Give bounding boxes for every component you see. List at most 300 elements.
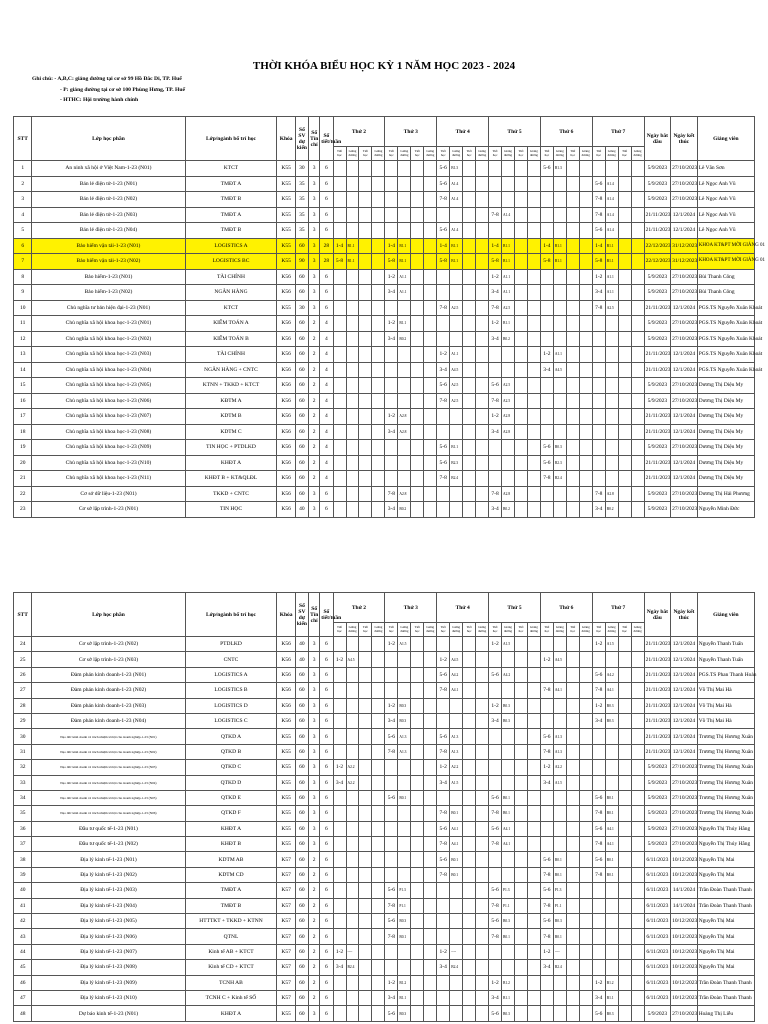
slot-room: A2.2 bbox=[450, 760, 463, 775]
row-periods: 6 bbox=[320, 914, 333, 929]
row-end-date: 12/1/2024 bbox=[671, 744, 698, 759]
slot-empty bbox=[333, 161, 346, 177]
slot-empty bbox=[411, 667, 424, 682]
slot-empty bbox=[566, 990, 579, 1005]
slot-empty bbox=[385, 852, 398, 867]
header-sub: Tiết học bbox=[359, 147, 372, 161]
row-course: K56 bbox=[277, 347, 295, 363]
slot-empty bbox=[333, 883, 346, 898]
slot-empty bbox=[333, 424, 346, 440]
slot-empty bbox=[592, 471, 605, 487]
page-title: THỜI KHÓA BIỂU HỌC KỲ 1 NĂM HỌC 2023 - 2024 bbox=[252, 60, 516, 72]
row-credits: 3 bbox=[309, 790, 320, 805]
header-sub: Giảng đường bbox=[424, 623, 437, 637]
row-class-name: Chủ nghĩa xã hội khoa học-1-23 (N08) bbox=[32, 424, 185, 440]
slot-periods: 1-2 bbox=[437, 652, 450, 667]
row-course: K56 bbox=[277, 637, 295, 652]
slot-empty bbox=[540, 486, 553, 502]
slot-empty bbox=[359, 393, 372, 409]
slot-empty bbox=[579, 424, 592, 440]
row-credits: 3 bbox=[309, 667, 320, 682]
slot-empty bbox=[346, 331, 359, 347]
slot-periods: 7-8 bbox=[489, 837, 502, 852]
slot-periods: 1-2 bbox=[540, 944, 553, 959]
slot-periods: 7-8 bbox=[592, 192, 605, 208]
slot-periods: 3-4 bbox=[592, 713, 605, 728]
row-lecturer: Võ Thị Mai Hà bbox=[697, 698, 754, 713]
slot-empty bbox=[618, 269, 631, 285]
slot-empty bbox=[502, 440, 515, 456]
row-lecturer: Dương Thị Diệu My bbox=[697, 455, 754, 471]
slot-empty bbox=[359, 223, 372, 239]
slot-empty bbox=[346, 821, 359, 836]
slot-empty bbox=[437, 424, 450, 440]
slot-empty bbox=[372, 362, 385, 378]
row-students: 60 bbox=[295, 1006, 308, 1021]
slot-empty bbox=[592, 883, 605, 898]
slot-empty bbox=[411, 837, 424, 852]
row-start-date: 5/9/2023 bbox=[644, 775, 671, 790]
slot-periods: 5-6 bbox=[489, 1006, 502, 1021]
slot-empty bbox=[592, 378, 605, 394]
slot-empty bbox=[618, 944, 631, 959]
slot-empty bbox=[463, 223, 476, 239]
row-start-date: 5/9/2023 bbox=[644, 806, 671, 821]
row-stt: 18 bbox=[14, 424, 32, 440]
slot-empty bbox=[553, 409, 566, 425]
row-end-date: 27/10/2023 bbox=[671, 790, 698, 805]
header-sub: Giảng đường bbox=[450, 147, 463, 161]
slot-empty bbox=[605, 440, 618, 456]
slot-empty bbox=[618, 821, 631, 836]
slot-empty bbox=[476, 347, 489, 363]
slot-room: P1.3 bbox=[553, 883, 566, 898]
slot-periods: 7-8 bbox=[489, 300, 502, 316]
row-end-date: 27/10/2023 bbox=[671, 393, 698, 409]
row-major: KHĐT B + KT&QLĐL bbox=[185, 471, 277, 487]
slot-empty bbox=[553, 502, 566, 518]
slot-empty bbox=[605, 362, 618, 378]
slot-empty bbox=[566, 347, 579, 363]
header-students: Số SV dự kiến bbox=[295, 117, 308, 161]
slot-empty bbox=[592, 960, 605, 975]
slot-empty bbox=[333, 852, 346, 867]
slot-empty bbox=[463, 486, 476, 502]
row-credits: 3 bbox=[309, 300, 320, 316]
slot-empty bbox=[631, 192, 644, 208]
slot-empty bbox=[359, 944, 372, 959]
row-periods: 6 bbox=[320, 300, 333, 316]
slot-empty bbox=[450, 269, 463, 285]
row-major: KTNN + TKKD + KTCT bbox=[185, 378, 277, 394]
header-sub: Tiết học bbox=[514, 147, 527, 161]
slot-periods: 7-8 bbox=[437, 683, 450, 698]
slot-room: A4.5 bbox=[450, 652, 463, 667]
header-sub: Tiết học bbox=[437, 623, 450, 637]
slot-empty bbox=[489, 960, 502, 975]
slot-empty bbox=[346, 713, 359, 728]
slot-empty bbox=[372, 471, 385, 487]
row-start-date: 5/9/2023 bbox=[644, 486, 671, 502]
slot-empty bbox=[424, 440, 437, 456]
row-class-name: Địa lý kinh tế-1-23 (N02) bbox=[32, 867, 185, 882]
table-row bbox=[14, 929, 755, 944]
slot-periods: 1-2 bbox=[592, 975, 605, 990]
slot-empty bbox=[463, 176, 476, 192]
slot-empty bbox=[333, 362, 346, 378]
slot-empty bbox=[566, 667, 579, 682]
slot-periods: 7-8 bbox=[540, 898, 553, 913]
slot-empty bbox=[476, 852, 489, 867]
row-credits: 3 bbox=[309, 837, 320, 852]
row-stt: 33 bbox=[14, 775, 32, 790]
slot-empty bbox=[631, 867, 644, 882]
row-periods: 4 bbox=[320, 455, 333, 471]
row-credits: 3 bbox=[309, 821, 320, 836]
slot-empty bbox=[618, 1006, 631, 1021]
slot-periods: 5-8 bbox=[385, 254, 398, 270]
row-start-date: 6/11/2023 bbox=[644, 929, 671, 944]
slot-empty bbox=[411, 409, 424, 425]
slot-room: B1.1 bbox=[398, 990, 411, 1005]
row-stt: 27 bbox=[14, 683, 32, 698]
slot-periods: 7-8 bbox=[437, 192, 450, 208]
row-class-name: Cơ sở lập trình-1-23 (N02) bbox=[32, 637, 185, 652]
row-students: 35 bbox=[295, 192, 308, 208]
slot-empty bbox=[540, 409, 553, 425]
slot-empty bbox=[527, 455, 540, 471]
slot-room: A4.1 bbox=[605, 837, 618, 852]
slot-periods: 3-4 bbox=[489, 331, 502, 347]
slot-room: A1.5 bbox=[398, 637, 411, 652]
slot-empty bbox=[566, 914, 579, 929]
row-course: K57 bbox=[277, 944, 295, 959]
slot-empty bbox=[437, 975, 450, 990]
row-credits: 3 bbox=[309, 744, 320, 759]
slot-empty bbox=[618, 713, 631, 728]
row-periods: 6 bbox=[320, 285, 333, 301]
slot-empty bbox=[618, 331, 631, 347]
slot-empty bbox=[514, 898, 527, 913]
slot-empty bbox=[618, 455, 631, 471]
slot-empty bbox=[489, 161, 502, 177]
row-periods: 4 bbox=[320, 378, 333, 394]
header-sub: Tiết học bbox=[463, 623, 476, 637]
slot-empty bbox=[411, 698, 424, 713]
row-stt: 7 bbox=[14, 254, 32, 270]
slot-room: A1.3 bbox=[450, 744, 463, 759]
slot-empty bbox=[566, 729, 579, 744]
row-class-name: Đạo đức kinh doanh và trách nhiệm xã hội của doanh nghiệp-1-23 (N03) bbox=[32, 760, 185, 775]
header-day: Thứ 7 bbox=[592, 593, 644, 623]
row-major: TÀI CHÍNH bbox=[185, 269, 277, 285]
row-end-date: 12/1/2024 bbox=[671, 362, 698, 378]
slot-empty bbox=[631, 486, 644, 502]
slot-empty bbox=[618, 852, 631, 867]
slot-empty bbox=[579, 790, 592, 805]
slot-periods: 5-6 bbox=[437, 729, 450, 744]
slot-empty bbox=[553, 269, 566, 285]
row-periods: 4 bbox=[320, 362, 333, 378]
slot-empty bbox=[527, 316, 540, 332]
slot-periods: 7-8 bbox=[592, 683, 605, 698]
slot-empty bbox=[631, 269, 644, 285]
row-course: K55 bbox=[277, 207, 295, 223]
slot-periods: 1-2 bbox=[385, 269, 398, 285]
slot-room: A2.5 bbox=[450, 393, 463, 409]
row-major: KIỂM TOÁN B bbox=[185, 331, 277, 347]
row-class-name: Bán lẻ điện tử-1-23 (N03) bbox=[32, 207, 185, 223]
slot-empty bbox=[527, 440, 540, 456]
table-row bbox=[14, 331, 755, 347]
slot-empty bbox=[333, 207, 346, 223]
row-class-name: Đạo đức kinh doanh và trách nhiệm xã hội của doanh nghiệp-1-23 (N01) bbox=[32, 729, 185, 744]
slot-empty bbox=[527, 729, 540, 744]
row-course: K55 bbox=[277, 837, 295, 852]
slot-periods: 3-4 bbox=[592, 285, 605, 301]
slot-empty bbox=[618, 667, 631, 682]
row-lecturer: Trương Thị Hương Xuân bbox=[697, 775, 754, 790]
slot-periods: 5-6 bbox=[592, 223, 605, 239]
row-stt: 30 bbox=[14, 729, 32, 744]
slot-room: B0.1 bbox=[398, 790, 411, 805]
row-stt: 23 bbox=[14, 502, 32, 518]
slot-empty bbox=[631, 914, 644, 929]
slot-room: B0.1 bbox=[553, 867, 566, 882]
slot-empty bbox=[553, 637, 566, 652]
slot-empty bbox=[618, 729, 631, 744]
slot-empty bbox=[579, 990, 592, 1005]
slot-room: B1.1 bbox=[450, 238, 463, 254]
row-stt: 16 bbox=[14, 393, 32, 409]
slot-empty bbox=[631, 424, 644, 440]
slot-empty bbox=[489, 176, 502, 192]
row-class-name: Địa lý kinh tế-1-23 (N08) bbox=[32, 960, 185, 975]
slot-empty bbox=[463, 790, 476, 805]
slot-empty bbox=[450, 898, 463, 913]
row-stt: 17 bbox=[14, 409, 32, 425]
slot-empty bbox=[514, 161, 527, 177]
slot-empty bbox=[527, 486, 540, 502]
row-major: TMĐT B bbox=[185, 898, 277, 913]
slot-periods: 5-8 bbox=[592, 254, 605, 270]
slot-periods: 5-6 bbox=[437, 852, 450, 867]
slot-empty bbox=[411, 637, 424, 652]
slot-empty bbox=[346, 223, 359, 239]
slot-empty bbox=[618, 683, 631, 698]
slot-empty bbox=[333, 440, 346, 456]
row-credits: 2 bbox=[309, 990, 320, 1005]
slot-empty bbox=[605, 652, 618, 667]
row-stt: 29 bbox=[14, 713, 32, 728]
row-class-name: Bảo hiểm-1-23 (N02) bbox=[32, 285, 185, 301]
slot-empty bbox=[333, 806, 346, 821]
slot-empty bbox=[527, 775, 540, 790]
slot-room: B0.3 bbox=[605, 698, 618, 713]
slot-empty bbox=[385, 223, 398, 239]
slot-room: A4.2 bbox=[605, 667, 618, 682]
slot-empty bbox=[527, 238, 540, 254]
slot-room: A4.2 bbox=[502, 667, 515, 682]
slot-empty bbox=[385, 378, 398, 394]
slot-empty bbox=[540, 790, 553, 805]
slot-periods: 1-2 bbox=[489, 698, 502, 713]
slot-empty bbox=[514, 744, 527, 759]
slot-empty bbox=[463, 883, 476, 898]
slot-empty bbox=[346, 440, 359, 456]
slot-periods: 7-8 bbox=[385, 929, 398, 944]
header-sub: Tiết học bbox=[618, 623, 631, 637]
slot-empty bbox=[592, 944, 605, 959]
slot-periods: 1-2 bbox=[385, 409, 398, 425]
row-stt: 28 bbox=[14, 698, 32, 713]
slot-periods: 1-2 bbox=[489, 409, 502, 425]
slot-empty bbox=[463, 683, 476, 698]
slot-empty bbox=[631, 455, 644, 471]
slot-periods: 7-8 bbox=[385, 898, 398, 913]
row-end-date: 27/10/2023 bbox=[671, 821, 698, 836]
slot-empty bbox=[385, 775, 398, 790]
row-course: K55 bbox=[277, 238, 295, 254]
row-start-date: 21/11/2023 bbox=[644, 471, 671, 487]
slot-periods: 1-2 bbox=[540, 760, 553, 775]
row-class-name: Chủ nghĩa xã hội khoa học-1-23 (N07) bbox=[32, 409, 185, 425]
slot-periods: 7-8 bbox=[385, 744, 398, 759]
row-class-name: Cơ sở lập trình-1-23 (N01) bbox=[32, 502, 185, 518]
slot-empty bbox=[372, 378, 385, 394]
slot-periods: 7-8 bbox=[540, 683, 553, 698]
slot-empty bbox=[424, 223, 437, 239]
slot-empty bbox=[540, 207, 553, 223]
slot-empty bbox=[372, 176, 385, 192]
table-row bbox=[14, 362, 755, 378]
slot-empty bbox=[411, 898, 424, 913]
slot-empty bbox=[514, 440, 527, 456]
slot-empty bbox=[398, 393, 411, 409]
slot-room: A2.2 bbox=[553, 760, 566, 775]
slot-periods: 1-4 bbox=[489, 238, 502, 254]
slot-empty bbox=[359, 269, 372, 285]
row-credits: 3 bbox=[309, 285, 320, 301]
slot-empty bbox=[476, 378, 489, 394]
header-sub: Giảng đường bbox=[605, 147, 618, 161]
row-course: K57 bbox=[277, 975, 295, 990]
row-periods: 6 bbox=[320, 944, 333, 959]
timetable-part-2 bbox=[13, 592, 755, 1022]
slot-periods: 7-8 bbox=[437, 471, 450, 487]
slot-empty bbox=[424, 1006, 437, 1021]
slot-periods: 5-6 bbox=[437, 378, 450, 394]
slot-periods: 3-4 bbox=[489, 502, 502, 518]
slot-empty bbox=[631, 883, 644, 898]
row-start-date: 21/11/2023 bbox=[644, 362, 671, 378]
slot-empty bbox=[411, 300, 424, 316]
header-stt: STT bbox=[14, 593, 32, 637]
table-row bbox=[14, 775, 755, 790]
slot-empty bbox=[372, 1006, 385, 1021]
row-course: K55 bbox=[277, 821, 295, 836]
slot-room: A1.1 bbox=[398, 285, 411, 301]
row-end-date: 27/10/2023 bbox=[671, 161, 698, 177]
header-sub: Giảng đường bbox=[579, 623, 592, 637]
row-end-date: 31/12/2023 bbox=[671, 254, 698, 270]
slot-empty bbox=[514, 667, 527, 682]
slot-empty bbox=[463, 285, 476, 301]
row-end-date: 14/1/2024 bbox=[671, 883, 698, 898]
slot-empty bbox=[540, 975, 553, 990]
slot-empty bbox=[411, 331, 424, 347]
row-students: 60 bbox=[295, 790, 308, 805]
slot-empty bbox=[333, 990, 346, 1005]
row-lecturer: PGS.TS Nguyễn Xuân Khoát bbox=[697, 347, 754, 363]
slot-empty bbox=[359, 837, 372, 852]
header-stt: STT bbox=[14, 117, 32, 161]
row-students: 35 bbox=[295, 223, 308, 239]
slot-empty bbox=[359, 806, 372, 821]
row-stt: 47 bbox=[14, 990, 32, 1005]
slot-empty bbox=[359, 775, 372, 790]
slot-empty bbox=[579, 502, 592, 518]
slot-empty bbox=[502, 192, 515, 208]
header-sub: Tiết học bbox=[592, 623, 605, 637]
slot-empty bbox=[463, 806, 476, 821]
slot-empty bbox=[618, 316, 631, 332]
header-sub: Giảng đường bbox=[527, 623, 540, 637]
slot-room: B0.1 bbox=[398, 929, 411, 944]
slot-empty bbox=[385, 944, 398, 959]
notes bbox=[32, 74, 185, 106]
row-major: HTTTKT + TKKD + KTNN bbox=[185, 914, 277, 929]
slot-empty bbox=[502, 744, 515, 759]
header-sub: Tiết học bbox=[566, 147, 579, 161]
row-start-date: 6/11/2023 bbox=[644, 852, 671, 867]
slot-empty bbox=[579, 1006, 592, 1021]
slot-empty bbox=[346, 667, 359, 682]
slot-empty bbox=[346, 883, 359, 898]
header-sub: Tiết học bbox=[566, 623, 579, 637]
slot-empty bbox=[333, 409, 346, 425]
slot-empty bbox=[566, 760, 579, 775]
row-periods: 6 bbox=[320, 729, 333, 744]
row-end-date: 10/12/2023 bbox=[671, 852, 698, 867]
slot-empty bbox=[540, 667, 553, 682]
row-class-name: Địa lý kinh tế-1-23 (N04) bbox=[32, 898, 185, 913]
slot-empty bbox=[502, 729, 515, 744]
slot-empty bbox=[424, 502, 437, 518]
slot-empty bbox=[540, 424, 553, 440]
row-students: 60 bbox=[295, 975, 308, 990]
slot-empty bbox=[398, 652, 411, 667]
slot-empty bbox=[476, 486, 489, 502]
slot-room: A2.5 bbox=[502, 378, 515, 394]
row-end-date: 27/10/2023 bbox=[671, 378, 698, 394]
slot-empty bbox=[359, 161, 372, 177]
table-row bbox=[14, 440, 755, 456]
slot-periods: 3-4 bbox=[385, 713, 398, 728]
row-lecturer: Nguyễn Thanh Tuấn bbox=[697, 652, 754, 667]
row-class-name: Địa lý kinh tế-1-23 (N03) bbox=[32, 883, 185, 898]
slot-periods: 3-4 bbox=[437, 362, 450, 378]
row-start-date: 6/11/2023 bbox=[644, 960, 671, 975]
slot-empty bbox=[476, 744, 489, 759]
slot-room: A1.5 bbox=[553, 775, 566, 790]
slot-empty bbox=[605, 455, 618, 471]
row-major: TCNH AB bbox=[185, 975, 277, 990]
table-row bbox=[14, 744, 755, 759]
row-course: K55 bbox=[277, 790, 295, 805]
row-start-date: 5/9/2023 bbox=[644, 161, 671, 177]
slot-empty bbox=[424, 161, 437, 177]
